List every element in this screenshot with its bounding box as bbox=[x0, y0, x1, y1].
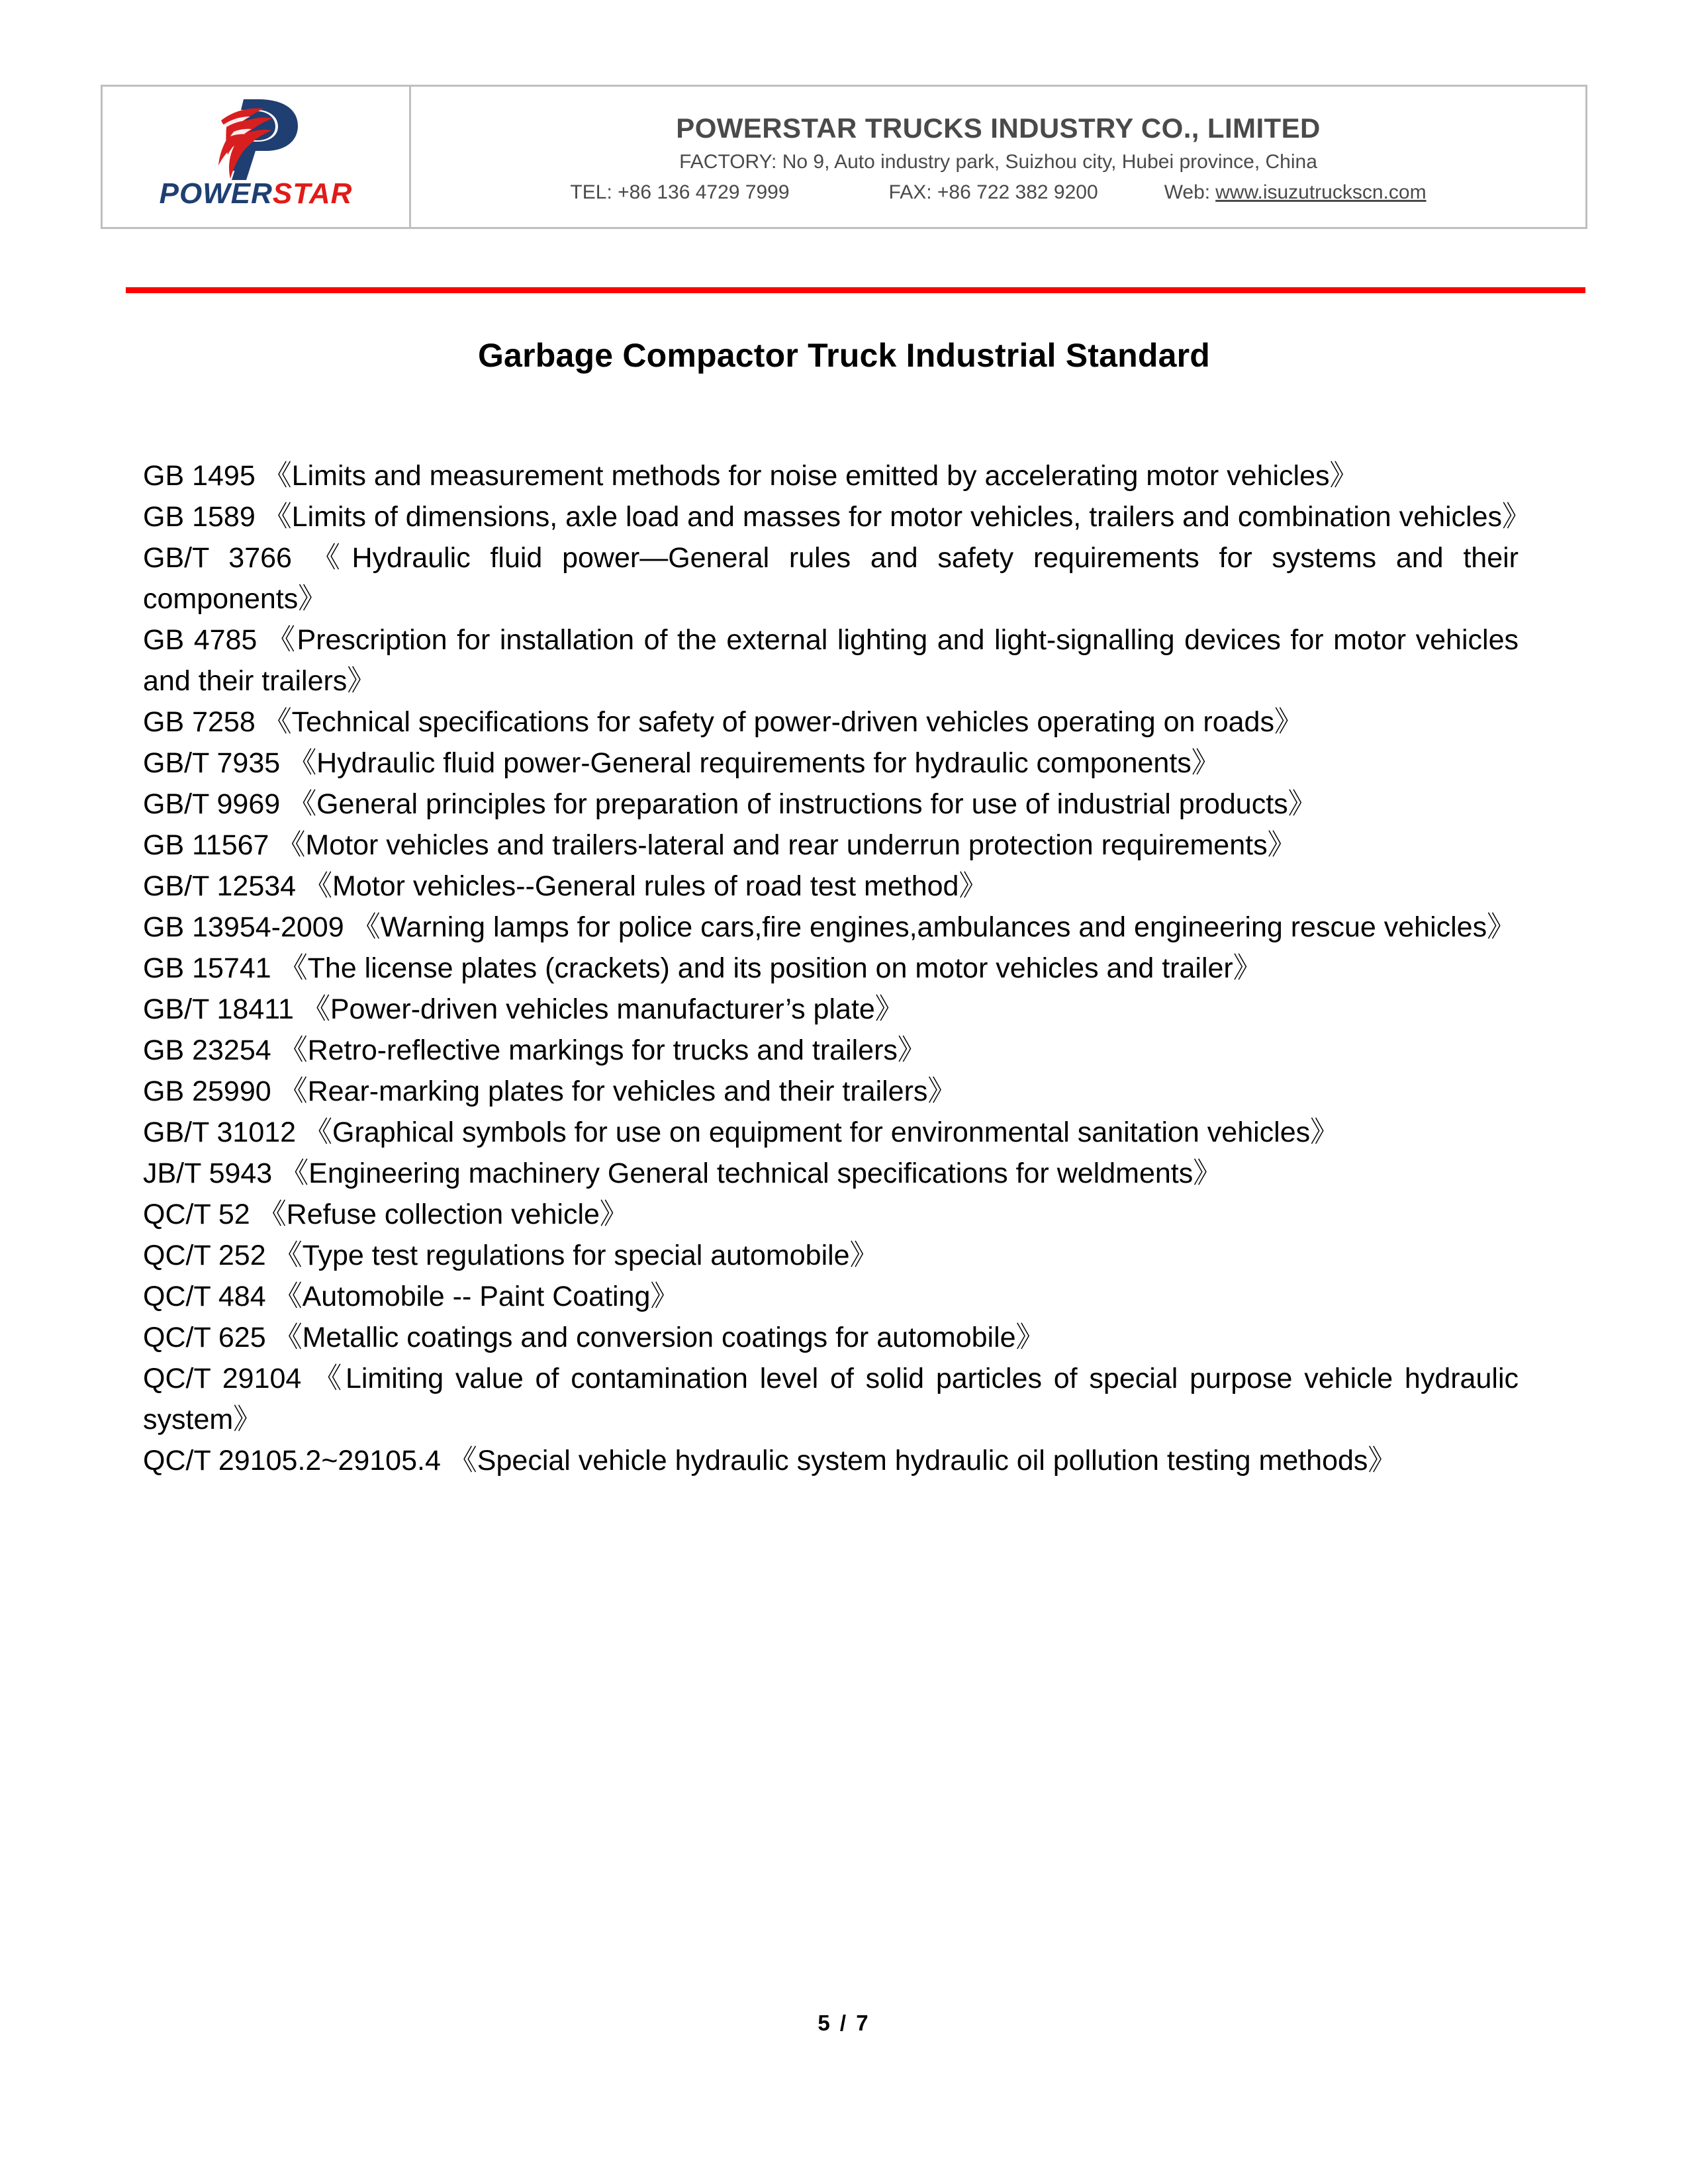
page-number-footer: 5 / 7 bbox=[818, 2011, 870, 2035]
standard-entry: GB 25990 《Rear-marking plates for vehicles and their trailers》 bbox=[143, 1075, 957, 1107]
standard-entry: QC/T 625 《Metallic coatings and conversion coatings for automobile》 bbox=[143, 1322, 1045, 1353]
red-divider-rule bbox=[126, 287, 1585, 293]
fax-number: FAX: +86 722 382 9200 bbox=[888, 181, 1098, 203]
factory-address: FACTORY: No 9, Auto industry park, Suizhou city, Hubei province, China bbox=[679, 151, 1317, 173]
standard-entry: GB 11567 《Motor vehicles and trailers-lateral and rear underrun protection requirements》 bbox=[143, 829, 1296, 861]
standard-entry: GB/T 3766 《Hydraulic fluid power—General rules and safety requirements for systems and their components》 bbox=[143, 542, 1519, 615]
standard-entry: GB/T 31012 《Graphical symbols for use on equipment for environmental sanitation vehicles》 bbox=[143, 1116, 1339, 1148]
logo-cell bbox=[103, 87, 411, 227]
logo-word-power: POWER bbox=[159, 177, 273, 210]
website-link[interactable]: www.isuzutruckscn.com bbox=[1215, 181, 1427, 203]
contact-line bbox=[428, 179, 1568, 206]
telephone-number: TEL: +86 136 4729 7999 bbox=[570, 181, 790, 203]
standard-entry: JB/T 5943 《Engineering machinery General technical specifications for weldments》 bbox=[143, 1158, 1222, 1189]
company-logo bbox=[147, 94, 365, 220]
logo-word-star: STAR bbox=[272, 177, 353, 210]
standard-entry: GB 4785 《Prescription for installation of the external lighting and light-signalling devices for motor vehicles and their trailers》 bbox=[143, 624, 1519, 697]
standard-entry: QC/T 52 《Refuse collection vehicle》 bbox=[143, 1199, 628, 1230]
standard-entry: GB/T 12534 《Motor vehicles--General rules of road test method》 bbox=[143, 870, 988, 902]
powerstar-eagle-p-logo bbox=[195, 98, 320, 181]
standard-entry: GB/T 7935 《Hydraulic fluid power-General requirements for hydraulic components》 bbox=[143, 747, 1220, 779]
company-name: POWERSTAR TRUCKS INDUSTRY CO., LIMITED bbox=[676, 113, 1321, 144]
standard-entry: GB/T 18411 《Power-driven vehicles manufacturer’s plate》 bbox=[143, 993, 904, 1025]
standard-entry: GB 23254 《Retro-reflective markings for trucks and trailers》 bbox=[143, 1034, 926, 1066]
letterhead-header bbox=[101, 85, 1587, 229]
standard-entry: GB 15741 《The license plates (crackets) and its position on motor vehicles and trailer》 bbox=[143, 952, 1262, 984]
standard-entry: GB 7258 《Technical specifications for safety of power-driven vehicles operating on roads》 bbox=[143, 706, 1303, 738]
standard-entry: GB/T 9969 《General principles for preparation of instructions for use of industrial products》 bbox=[143, 788, 1317, 820]
standard-entry: QC/T 29105.2~29105.4 《Special vehicle hydraulic system hydraulic oil pollution testing methods》 bbox=[143, 1445, 1397, 1477]
logo-wordmark bbox=[147, 177, 365, 210]
standards-list bbox=[143, 455, 1531, 1481]
standard-entry: QC/T 484 《Automobile -- Paint Coating》 bbox=[143, 1281, 679, 1312]
standard-entry: GB 13954-2009 《Warning lamps for police cars,fire engines,ambulances and engineering rescue vehicles》 bbox=[143, 911, 1516, 943]
company-info-cell bbox=[411, 87, 1585, 227]
standard-entry: QC/T 252 《Type test regulations for special automobile》 bbox=[143, 1240, 878, 1271]
website-label: Web: bbox=[1164, 181, 1211, 203]
page-title: Garbage Compactor Truck Industrial Standard bbox=[477, 337, 1211, 374]
standard-entry: GB 1495 《Limits and measurement methods for noise emitted by accelerating motor vehicles》 bbox=[143, 460, 1358, 492]
standard-entry: QC/T 29104 《Limiting value of contamination level of solid particles of special purpose vehicle hydraulic system》 bbox=[143, 1363, 1519, 1435]
standard-entry: GB 1589 《Limits of dimensions, axle load and masses for motor vehicles, trailers and combination vehicles》 bbox=[143, 501, 1531, 533]
